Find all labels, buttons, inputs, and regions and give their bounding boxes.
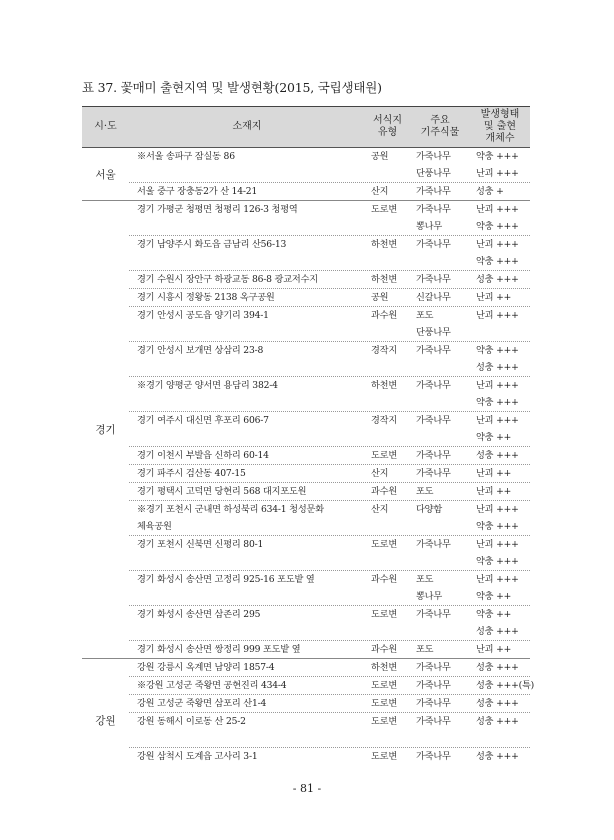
location-cell-line: 강원 삼척시 도계읍 고사리 3-1 xyxy=(137,751,258,762)
region-name: 경기 xyxy=(95,424,116,436)
stage-cell xyxy=(470,307,530,341)
location-cell xyxy=(129,483,365,500)
location-cell-line xyxy=(129,765,365,782)
host-plant-cell-line: 가죽나무 xyxy=(416,662,451,673)
habitat-cell xyxy=(365,447,410,464)
table-row xyxy=(129,183,530,200)
location-cell xyxy=(129,271,365,288)
habitat-cell-line: 공원 xyxy=(371,151,389,162)
host-plant-cell-line: 다양함 xyxy=(416,504,443,515)
habitat-cell-line xyxy=(365,394,410,411)
stage-cell-line: 난괴 +++ xyxy=(476,415,519,426)
stage-cell-line: 난괴 +++ xyxy=(476,239,519,250)
location-cell-line: 강원 강릉시 옥계면 남양리 1857-4 xyxy=(137,662,275,673)
stage-cell xyxy=(470,183,530,200)
table-row xyxy=(129,641,530,658)
habitat-cell-line xyxy=(365,765,410,782)
location-cell-line xyxy=(129,253,365,270)
host-plant-cell xyxy=(410,307,470,341)
host-plant-cell-line: 단풍나무 xyxy=(416,327,451,338)
table-row xyxy=(129,342,530,377)
host-plant-cell xyxy=(410,641,470,658)
region-name: 서울 xyxy=(95,168,116,181)
stage-cell-line: 난괴 +++ xyxy=(476,574,519,585)
habitat-cell-line: 산지 xyxy=(371,504,389,515)
location-cell xyxy=(129,748,365,782)
host-plant-cell-line: 가죽나무 xyxy=(416,186,451,197)
habitat-cell-line xyxy=(365,218,410,235)
stage-cell-line: 난괴 +++ xyxy=(476,504,519,515)
table-row xyxy=(129,659,530,677)
location-cell-line: 경기 남양주시 화도읍 금남리 산56-13 xyxy=(137,239,287,250)
stage-cell-line: 성충 +++ xyxy=(476,716,519,727)
stage-cell-line: 난괴 +++ xyxy=(476,204,519,215)
habitat-cell xyxy=(365,201,410,235)
location-cell xyxy=(129,606,365,640)
stage-cell-line: 난괴 ++ xyxy=(476,644,512,655)
stage-cell xyxy=(470,606,530,640)
habitat-cell xyxy=(365,412,410,446)
location-cell xyxy=(129,659,365,676)
host-plant-cell-line xyxy=(410,553,470,570)
location-cell-line xyxy=(129,588,365,605)
stage-cell-line: 성충 + xyxy=(476,186,504,197)
stage-cell-line: 성충 +++ xyxy=(476,751,519,762)
stage-cell xyxy=(470,465,530,482)
host-plant-cell-line: 가죽나무 xyxy=(416,204,451,215)
host-plant-cell-line: 가죽나무 xyxy=(416,539,451,550)
host-plant-cell-line: 가죽나무 xyxy=(416,415,451,426)
location-cell-line: ※서울 송파구 잠실동 86 xyxy=(137,151,235,162)
location-cell xyxy=(129,713,365,747)
stage-cell xyxy=(470,148,530,182)
stage-cell-line xyxy=(470,765,530,782)
stage-cell xyxy=(470,447,530,464)
host-plant-cell xyxy=(410,695,470,712)
location-cell-line: 경기 평택시 고덕면 당현리 568 대지포도원 xyxy=(137,486,307,497)
table-row xyxy=(129,201,530,236)
host-plant-cell xyxy=(410,447,470,464)
location-cell xyxy=(129,501,365,535)
location-cell xyxy=(129,641,365,658)
stage-cell xyxy=(470,501,530,535)
host-plant-cell-line: 가죽나무 xyxy=(416,716,451,727)
stage-cell-line: 약충 +++ xyxy=(476,345,519,356)
host-plant-cell-line: 가죽나무 xyxy=(416,751,451,762)
location-cell xyxy=(129,536,365,570)
table-row xyxy=(129,307,530,342)
table-row xyxy=(129,501,530,536)
habitat-cell-line xyxy=(365,553,410,570)
habitat-cell-line: 하천변 xyxy=(371,239,398,250)
page-number: - 81 - xyxy=(292,782,322,795)
stage-cell-line xyxy=(470,730,530,747)
habitat-cell xyxy=(365,377,410,411)
host-plant-cell xyxy=(410,536,470,570)
stage-cell-line: 약충 +++ xyxy=(476,221,519,232)
host-plant-cell-line: 포도 xyxy=(416,310,434,321)
habitat-cell xyxy=(365,713,410,747)
stage-cell xyxy=(470,536,530,570)
stage-cell xyxy=(470,271,530,288)
habitat-cell xyxy=(365,606,410,640)
table-row xyxy=(129,713,530,748)
habitat-cell xyxy=(365,148,410,182)
host-plant-cell-line xyxy=(410,394,470,411)
habitat-cell-line: 하천변 xyxy=(371,662,398,673)
location-cell-line: 서울 중구 장충동2가 산 14-21 xyxy=(137,186,258,197)
habitat-cell xyxy=(365,289,410,306)
host-plant-cell xyxy=(410,465,470,482)
habitat-cell xyxy=(365,659,410,676)
habitat-cell-line: 도로변 xyxy=(371,716,398,727)
stage-cell-line: 약충 ++ xyxy=(476,432,512,443)
stage-cell-line: 약충 ++ xyxy=(476,609,512,620)
table-row xyxy=(129,536,530,571)
stage-cell xyxy=(470,412,530,446)
host-plant-cell-line xyxy=(410,253,470,270)
host-plant-cell xyxy=(410,677,470,694)
host-plant-cell-line: 가죽나무 xyxy=(416,468,451,479)
habitat-cell xyxy=(365,183,410,200)
table-row xyxy=(129,447,530,465)
stage-cell xyxy=(470,342,530,376)
location-cell-line xyxy=(129,553,365,570)
header-habitat: 서식지 유형 xyxy=(373,115,402,138)
location-cell xyxy=(129,148,365,182)
habitat-cell xyxy=(365,465,410,482)
location-cell-line xyxy=(129,359,365,376)
stage-cell xyxy=(470,695,530,712)
host-plant-cell xyxy=(410,659,470,676)
location-cell xyxy=(129,447,365,464)
stage-cell-line: 약충 +++ xyxy=(476,397,519,408)
stage-cell-line: 난괴 +++ xyxy=(476,539,519,550)
habitat-cell-line: 산지 xyxy=(371,186,389,197)
habitat-cell-line xyxy=(365,324,410,341)
stage-cell-line: 성충 +++ xyxy=(476,450,519,461)
table-row xyxy=(129,377,530,412)
stage-cell xyxy=(470,236,530,270)
habitat-cell xyxy=(365,501,410,535)
habitat-cell xyxy=(365,536,410,570)
region-group xyxy=(82,148,530,200)
habitat-cell xyxy=(365,483,410,500)
stage-cell xyxy=(470,713,530,747)
location-cell-line: 체육공원 xyxy=(137,521,172,532)
habitat-cell-line: 도로변 xyxy=(371,204,398,215)
stage-cell xyxy=(470,201,530,235)
stage-cell xyxy=(470,483,530,500)
location-cell-line xyxy=(129,324,365,341)
table-row xyxy=(129,571,530,606)
stage-cell xyxy=(470,377,530,411)
habitat-cell-line: 공원 xyxy=(371,292,389,303)
location-cell-line: 경기 포천시 신북면 신평리 80-1 xyxy=(137,539,264,550)
location-cell xyxy=(129,342,365,376)
habitat-cell xyxy=(365,571,410,605)
host-plant-cell-line: 가죽나무 xyxy=(416,151,451,162)
stage-cell xyxy=(470,571,530,605)
stage-cell-line xyxy=(470,324,530,341)
habitat-cell-line: 과수원 xyxy=(371,574,398,585)
stage-cell-line: 성충 +++ xyxy=(476,698,519,709)
location-cell-line: 경기 파주시 검산동 407-15 xyxy=(137,468,246,479)
habitat-cell xyxy=(365,342,410,376)
table-row xyxy=(129,677,535,695)
location-cell xyxy=(129,695,365,712)
host-plant-cell-line: 포도 xyxy=(416,574,434,585)
location-cell xyxy=(129,571,365,605)
habitat-cell-line xyxy=(365,429,410,446)
stage-cell-line: 약충 +++ xyxy=(476,521,519,532)
host-plant-cell xyxy=(410,377,470,411)
host-plant-cell xyxy=(410,748,470,782)
location-cell-line: ※강원 고성군 죽왕면 공현진리 434-4 xyxy=(137,680,287,691)
stage-cell-line: 성충 +++ xyxy=(476,626,519,637)
habitat-cell-line xyxy=(365,518,410,535)
header-region: 시·도 xyxy=(94,121,117,132)
host-plant-cell xyxy=(410,342,470,376)
habitat-cell xyxy=(365,271,410,288)
stage-cell xyxy=(470,748,530,782)
host-plant-cell xyxy=(410,483,470,500)
habitat-cell-line: 하천변 xyxy=(371,380,398,391)
location-cell-line: 경기 안성시 보개면 상삼리 23-8 xyxy=(137,345,264,356)
habitat-cell-line xyxy=(365,359,410,376)
stage-cell-line: 난괴 +++ xyxy=(476,168,519,179)
location-cell-line: 강원 동해시 이로동 산 25-2 xyxy=(137,716,246,727)
location-cell-line: 경기 안성시 공도읍 양기리 394-1 xyxy=(137,310,269,321)
table-row xyxy=(129,606,530,641)
habitat-cell-line xyxy=(365,623,410,640)
host-plant-cell-line: 포도 xyxy=(416,644,434,655)
table-row xyxy=(129,695,530,713)
location-cell xyxy=(129,307,365,341)
stage-cell-line: 난괴 +++ xyxy=(476,380,519,391)
stage-cell-line: 약충 ++ xyxy=(476,591,512,602)
host-plant-cell-line xyxy=(410,429,470,446)
host-plant-cell-line xyxy=(410,518,470,535)
stage-cell-line: 난괴 ++ xyxy=(476,468,512,479)
table-row xyxy=(129,271,530,289)
habitat-cell xyxy=(365,677,410,694)
stage-cell-line: 약충 +++ xyxy=(476,556,519,567)
table-row xyxy=(129,236,530,271)
host-plant-cell xyxy=(410,201,470,235)
habitat-cell-line: 과수원 xyxy=(371,310,398,321)
location-cell xyxy=(129,183,365,200)
host-plant-cell xyxy=(410,148,470,182)
host-plant-cell xyxy=(410,271,470,288)
location-cell xyxy=(129,677,365,694)
host-plant-cell-line: 신갈나무 xyxy=(416,292,451,303)
host-plant-cell-line: 가죽나무 xyxy=(416,380,451,391)
table-body xyxy=(82,148,535,782)
host-plant-cell xyxy=(410,183,470,200)
stage-cell xyxy=(470,289,530,306)
location-cell-line: 경기 화성시 송산면 삼존리 295 xyxy=(137,609,261,620)
location-cell-line: ※경기 양평군 양서면 용담리 382-4 xyxy=(137,380,278,391)
table-row xyxy=(129,412,530,447)
location-cell-line: ※경기 포천시 군내면 하성북리 634-1 청성문화 xyxy=(137,504,324,515)
region-group xyxy=(82,200,530,658)
location-cell-line: 강원 고성군 죽왕면 삼포리 산1-4 xyxy=(137,698,267,709)
habitat-cell-line: 도로변 xyxy=(371,450,398,461)
header-location: 소재지 xyxy=(232,121,262,132)
stage-cell-line: 성충 +++ xyxy=(476,274,519,285)
host-plant-cell-line xyxy=(410,730,470,747)
table-caption: 표 37. 꽃매미 출현지역 및 발생현황(2015, 국립생태원) xyxy=(82,80,382,95)
habitat-cell-line xyxy=(365,165,410,182)
stage-cell-line: 난괴 ++ xyxy=(476,292,512,303)
host-plant-cell-line: 포도 xyxy=(416,486,434,497)
stage-cell-line: 성충 +++ xyxy=(476,662,519,673)
stage-cell-line: 성충 +++(특) xyxy=(476,680,535,691)
location-cell xyxy=(129,236,365,270)
stage-cell-line: 난괴 ++ xyxy=(476,486,512,497)
stage-cell-line: 약충 +++ xyxy=(476,151,519,162)
location-cell-line xyxy=(129,429,365,446)
habitat-cell-line: 과수원 xyxy=(371,644,398,655)
habitat-cell-line: 경작지 xyxy=(371,415,398,426)
host-plant-cell xyxy=(410,713,470,747)
host-plant-cell-line: 뽕나무 xyxy=(416,221,443,232)
host-plant-cell xyxy=(410,571,470,605)
habitat-cell xyxy=(365,641,410,658)
stage-cell xyxy=(470,659,530,676)
location-cell-line: 경기 화성시 송산면 고정리 925-16 포도밭 옆 xyxy=(137,574,315,585)
habitat-cell-line xyxy=(365,730,410,747)
occurrence-table xyxy=(82,106,535,782)
host-plant-cell xyxy=(410,412,470,446)
host-plant-cell-line: 가죽나무 xyxy=(416,609,451,620)
host-plant-cell xyxy=(410,289,470,306)
habitat-cell-line: 도로변 xyxy=(371,680,398,691)
location-cell xyxy=(129,289,365,306)
host-plant-cell xyxy=(410,501,470,535)
header-stage: 발생형태 및 출현 개체수 xyxy=(480,109,520,144)
stage-cell xyxy=(470,641,530,658)
location-cell-line xyxy=(129,623,365,640)
host-plant-cell xyxy=(410,236,470,270)
location-cell xyxy=(129,201,365,235)
habitat-cell-line: 과수원 xyxy=(371,486,398,497)
host-plant-cell-line xyxy=(410,359,470,376)
habitat-cell-line: 경작지 xyxy=(371,345,398,356)
location-cell xyxy=(129,465,365,482)
habitat-cell xyxy=(365,236,410,270)
stage-cell-line: 약충 +++ xyxy=(476,256,519,267)
host-plant-cell-line: 가죽나무 xyxy=(416,698,451,709)
location-cell-line xyxy=(129,218,365,235)
table-row xyxy=(129,465,530,483)
habitat-cell xyxy=(365,307,410,341)
habitat-cell-line: 도로변 xyxy=(371,751,398,762)
stage-cell-line: 성충 +++ xyxy=(476,362,519,373)
habitat-cell-line: 도로변 xyxy=(371,698,398,709)
location-cell-line xyxy=(129,394,365,411)
location-cell-line: 경기 가평군 청평면 청평리 126-3 청평역 xyxy=(137,204,298,215)
location-cell-line: 경기 이천시 부발읍 신하리 60-14 xyxy=(137,450,269,461)
table-row xyxy=(129,289,530,307)
location-cell-line: 경기 수원시 장안구 하광교동 86-8 광교저수지 xyxy=(137,274,318,285)
habitat-cell-line: 도로변 xyxy=(371,609,398,620)
habitat-cell-line: 하천변 xyxy=(371,274,398,285)
location-cell-line: 경기 시흥시 정왕동 2138 옥구공원 xyxy=(137,292,275,303)
host-plant-cell-line xyxy=(410,623,470,640)
table-row xyxy=(129,483,530,501)
host-plant-cell-line: 뽕나무 xyxy=(416,591,443,602)
host-plant-cell-line xyxy=(410,765,470,782)
habitat-cell-line xyxy=(365,253,410,270)
location-cell-line xyxy=(129,165,365,182)
habitat-cell-line: 산지 xyxy=(371,468,389,479)
location-cell-line: 경기 여주시 대신면 후포리 606-7 xyxy=(137,415,269,426)
host-plant-cell-line: 가죽나무 xyxy=(416,274,451,285)
habitat-cell xyxy=(365,748,410,782)
host-plant-cell-line: 가죽나무 xyxy=(416,345,451,356)
region-name: 강원 xyxy=(95,715,116,727)
host-plant-cell-line: 가죽나무 xyxy=(416,239,451,250)
location-cell-line: 경기 화성시 송산면 쌍정리 999 포도밭 옆 xyxy=(137,644,301,655)
habitat-cell xyxy=(365,695,410,712)
header-host-plant: 주요 기주식물 xyxy=(420,115,460,138)
table-row xyxy=(129,748,530,782)
host-plant-cell-line: 가죽나무 xyxy=(416,680,451,691)
location-cell xyxy=(129,377,365,411)
location-cell-line xyxy=(129,730,365,747)
habitat-cell-line: 도로변 xyxy=(371,539,398,550)
stage-cell xyxy=(470,677,535,694)
table-row xyxy=(129,148,530,183)
habitat-cell-line xyxy=(365,588,410,605)
host-plant-cell-line: 가죽나무 xyxy=(416,450,451,461)
stage-cell-line: 난괴 +++ xyxy=(476,310,519,321)
location-cell xyxy=(129,412,365,446)
host-plant-cell xyxy=(410,606,470,640)
region-group xyxy=(82,658,535,782)
host-plant-cell-line: 단풍나무 xyxy=(416,168,451,179)
table-header xyxy=(82,106,530,148)
